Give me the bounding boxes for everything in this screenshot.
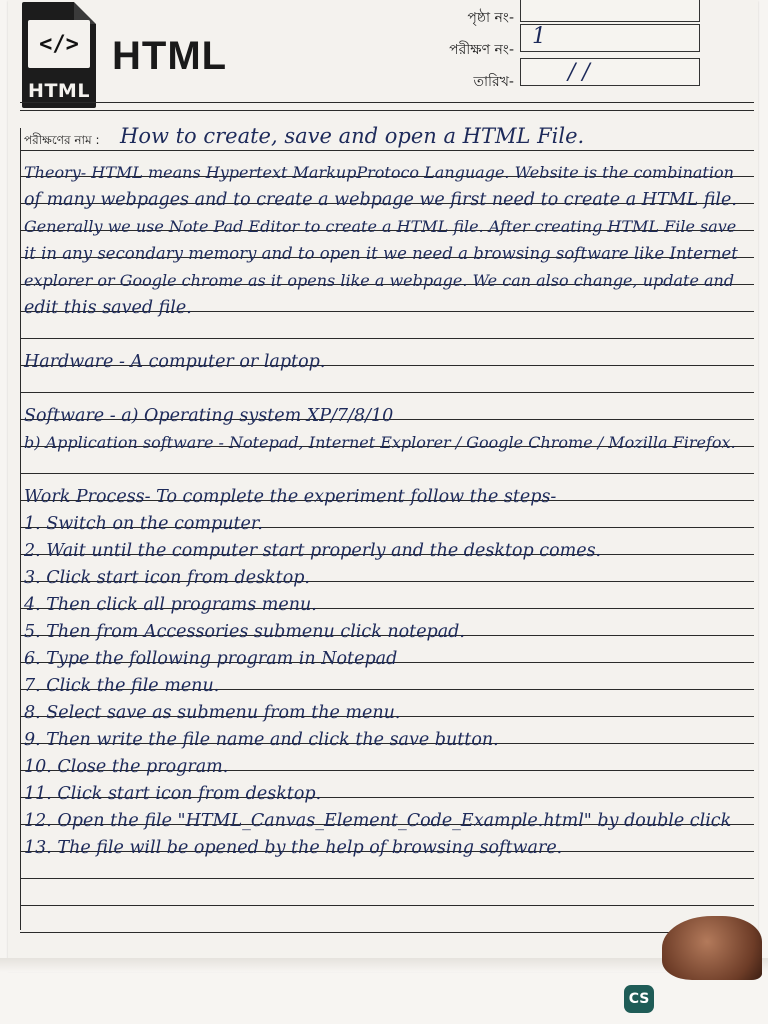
ruled-line xyxy=(20,102,754,103)
html-file-icon xyxy=(22,2,96,108)
experiment-number-box xyxy=(520,24,700,52)
notebook-page xyxy=(8,0,758,970)
handwritten-line: Work Process- To complete the experiment follow the steps- xyxy=(24,487,557,507)
camscanner-badge: CS xyxy=(624,985,654,1013)
handwritten-line: 1. Switch on the computer. xyxy=(24,514,263,534)
handwritten-line: 7. Click the file menu. xyxy=(24,676,220,696)
date-value: / / xyxy=(568,60,590,85)
handwritten-line: 12. Open the file "HTML_Canvas_Element_Code_Example.html" by double click xyxy=(24,811,732,831)
ruled-line xyxy=(20,150,754,151)
handwritten-line: it in any secondary memory and to open it we need a browsing software like Internet xyxy=(24,244,738,263)
handwritten-line: 13. The file will be opened by the help of browsing software. xyxy=(24,838,563,858)
handwritten-line: 3. Click start icon from desktop. xyxy=(24,568,310,588)
handwritten-line: 11. Click start icon from desktop. xyxy=(24,784,322,804)
handwritten-line: of many webpages and to create a webpage we first need to create a HTML file. xyxy=(24,190,737,210)
experiment-name-label: পরীক্ষণের নাম : xyxy=(24,133,100,147)
page-number-box xyxy=(520,0,700,22)
date-box xyxy=(520,58,700,86)
handwritten-line: 8. Select save as submenu from the menu. xyxy=(24,703,401,723)
page-number-label: পৃষ্ঠা নং- xyxy=(467,10,514,26)
ruled-line xyxy=(20,392,754,393)
margin-line xyxy=(20,128,21,930)
page-brand-title: HTML xyxy=(112,34,228,78)
code-brackets-icon: </> xyxy=(28,20,90,68)
handwritten-line: Generally we use Note Pad Editor to create a HTML file. After creating HTML File save xyxy=(24,217,737,236)
date-label: তারিখ- xyxy=(473,74,514,90)
logo-word: HTML xyxy=(28,80,90,102)
handwritten-line: 10. Close the program. xyxy=(24,757,229,777)
handwritten-line: Hardware - A computer or laptop. xyxy=(24,352,326,372)
ruled-line xyxy=(20,905,754,906)
handwritten-line: Software - a) Operating system XP/7/8/10 xyxy=(24,406,394,426)
handwritten-line: 9. Then write the file name and click the save button. xyxy=(24,730,499,750)
ruled-line xyxy=(20,338,754,339)
handwritten-line: 5. Then from Accessories submenu click notepad. xyxy=(24,622,465,642)
experiment-title: How to create, save and open a HTML File. xyxy=(120,124,585,148)
handwritten-line: Theory- HTML means Hypertext MarkupProtoco Language. Website is the combination xyxy=(24,163,734,182)
handwritten-line: 2. Wait until the computer start properly and the desktop comes. xyxy=(24,541,602,561)
handwritten-line: edit this saved file. xyxy=(24,298,192,318)
handwritten-line: b) Application software - Notepad, Internet Explorer / Google Chrome / Mozilla Firefox. xyxy=(24,433,736,452)
ruled-line xyxy=(20,473,754,474)
ruled-line xyxy=(20,932,754,933)
handwritten-line: 4. Then click all programs menu. xyxy=(24,595,317,615)
handwritten-line: explorer or Google chrome as it opens like a webpage. We can also change, update and xyxy=(24,271,735,290)
page-edge-shadow xyxy=(0,958,768,972)
experiment-number-label: পরীক্ষণ নং- xyxy=(449,42,514,58)
ruled-line xyxy=(20,878,754,879)
experiment-number-value: 1 xyxy=(532,24,546,49)
ruled-line xyxy=(20,110,754,111)
thumb-photo xyxy=(662,916,762,980)
handwritten-line: 6. Type the following program in Notepad xyxy=(24,649,398,669)
